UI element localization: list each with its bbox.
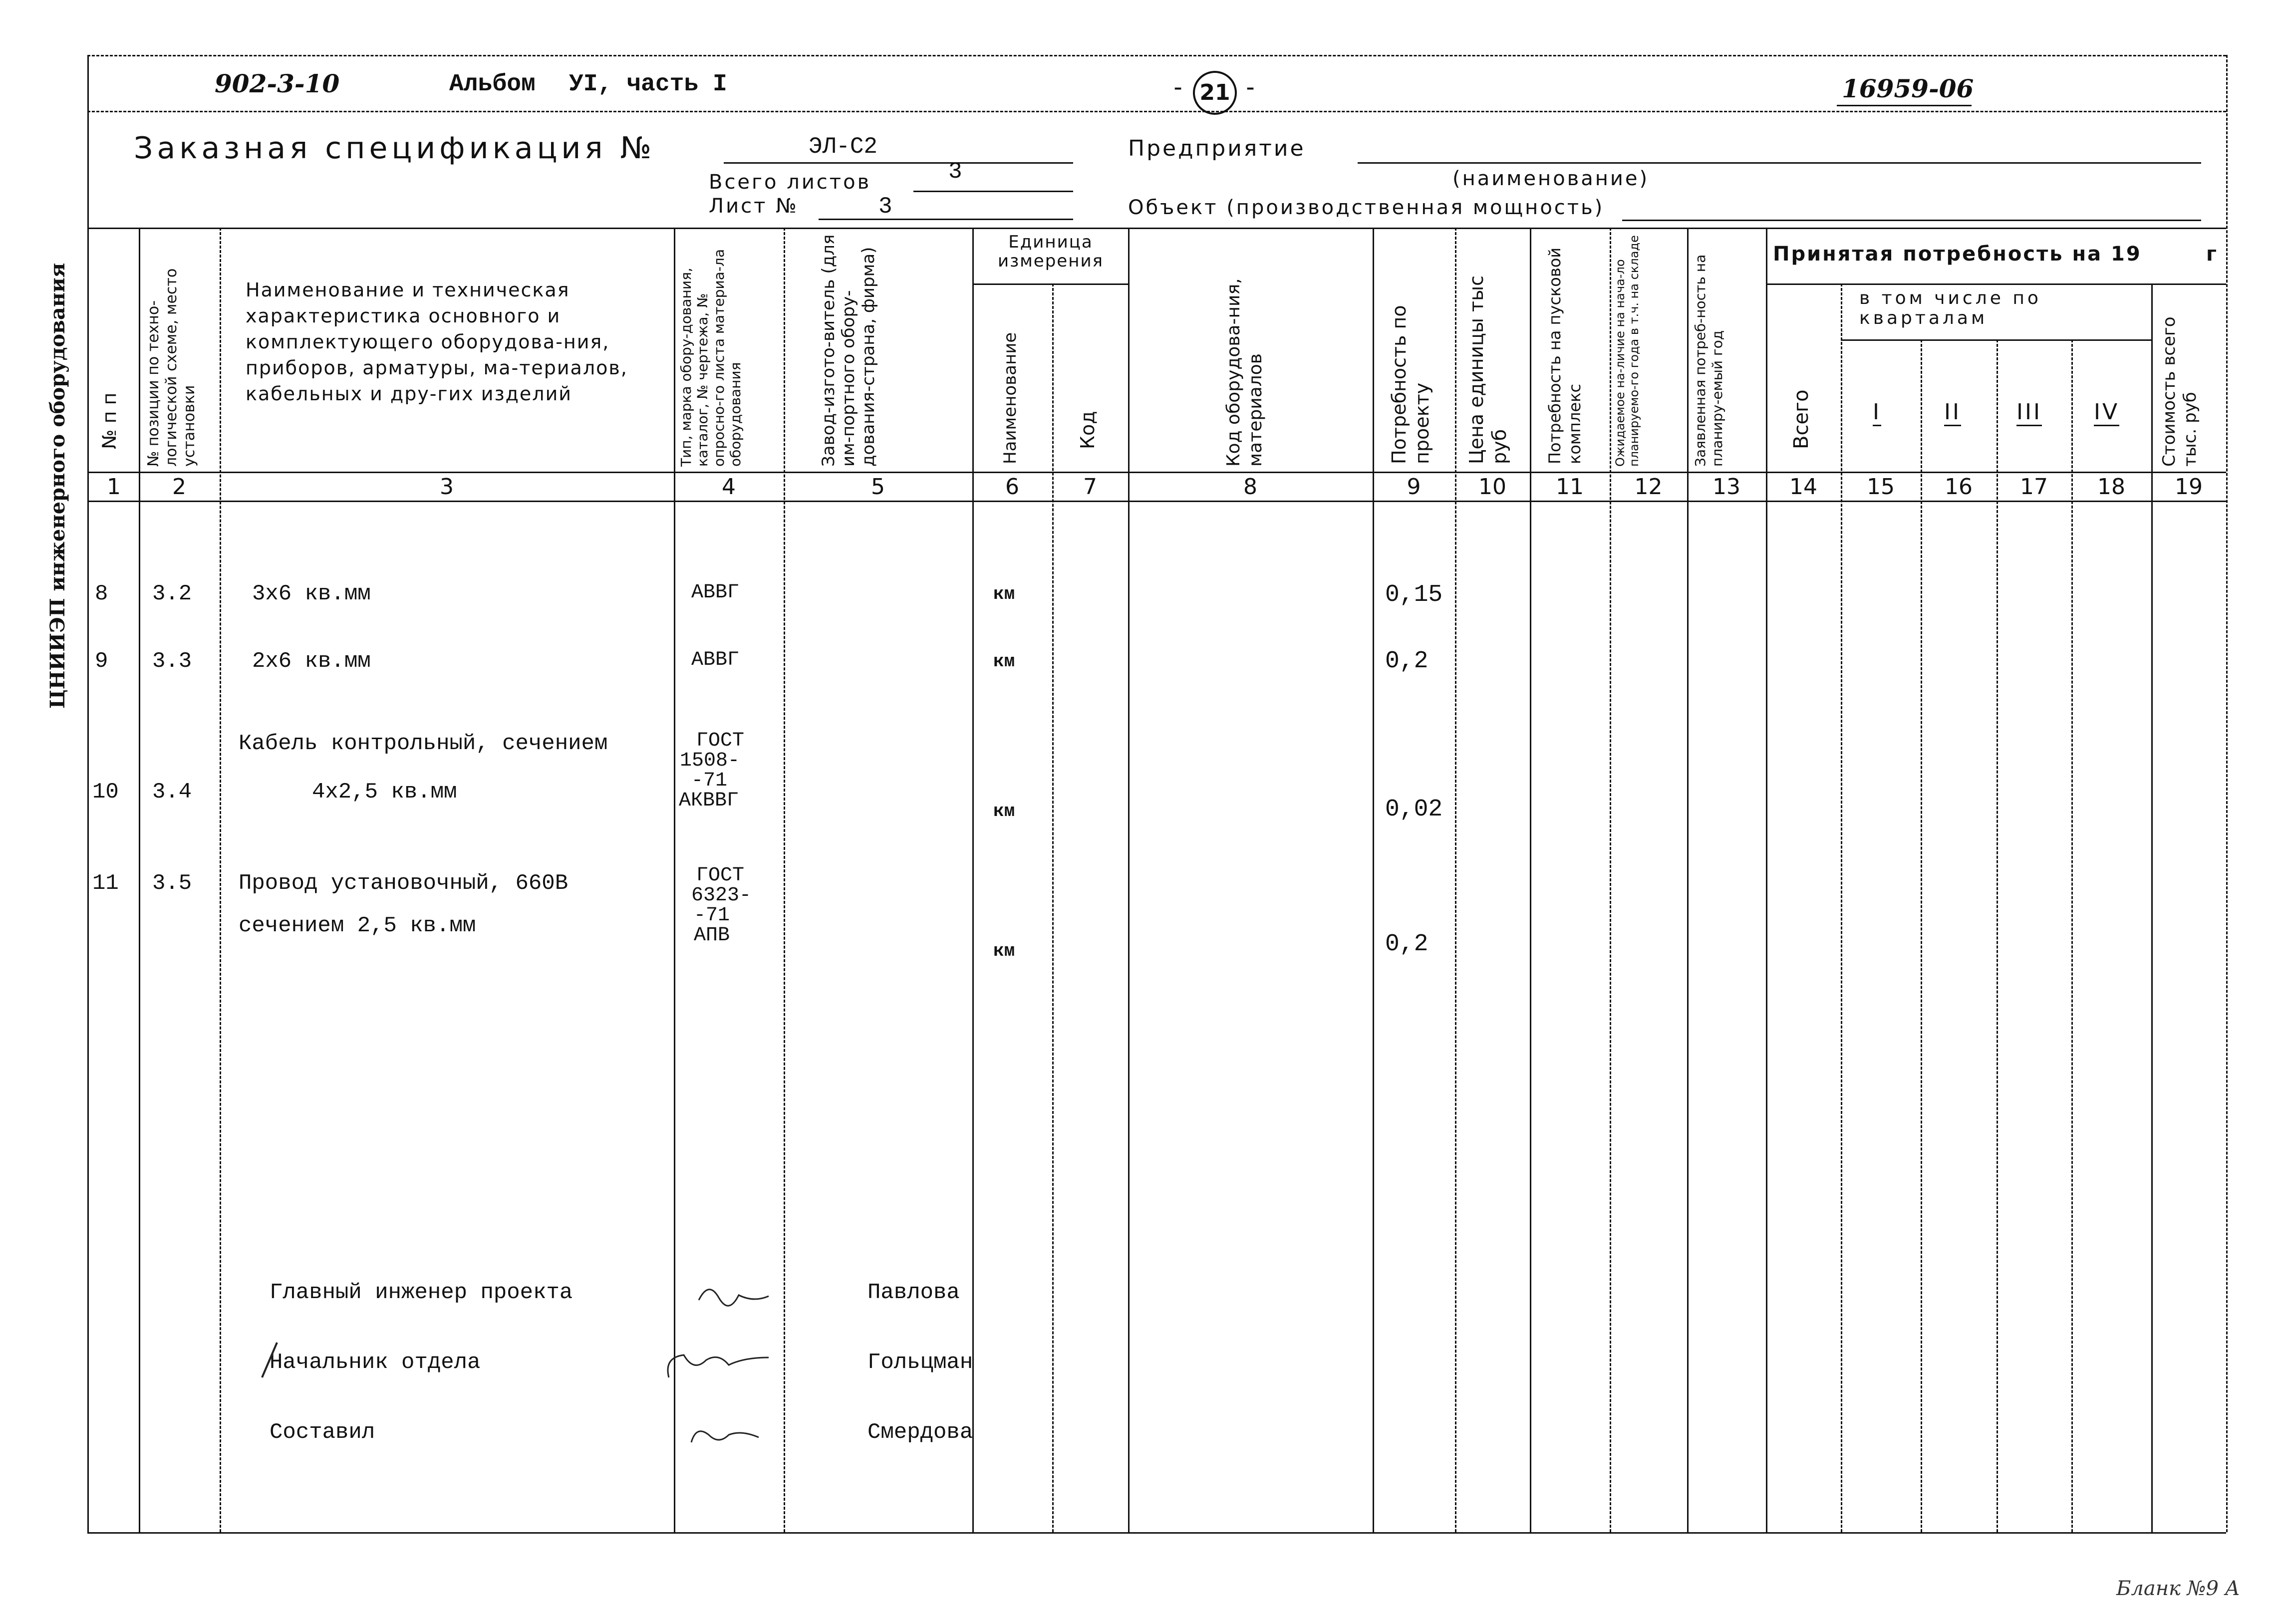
header-launch-need-text: Потребность на пусковой комплекс [1545, 247, 1584, 464]
header-unit-group-text: Единица измерения [997, 232, 1104, 271]
row-10-type-line-4: АКВВГ [679, 790, 739, 812]
col-number-11: 11 [1556, 474, 1584, 500]
col-number-4: 4 [722, 474, 736, 500]
col-number-12: 12 [1634, 474, 1663, 500]
signature-role-compiler: Составил [270, 1420, 375, 1445]
col-line-9 [1455, 228, 1456, 1532]
col-number-17: 17 [2020, 474, 2048, 500]
total-sheets-value: 3 [948, 159, 962, 185]
header-launch-need [1545, 235, 1585, 464]
sheet-label: Лист № [709, 195, 799, 218]
header-quarters-text: в том числе по кварталам [1859, 288, 2041, 328]
col-number-16: 16 [1945, 474, 1973, 500]
col-line-7 [1128, 228, 1130, 1532]
header-accepted-year: г [2206, 243, 2219, 266]
row-11-name-line-1: Провод установочный, 660В [239, 871, 569, 896]
col-line-11 [1610, 228, 1611, 1532]
header-manufacturer-text: Завод-изгото-витель (для им-портного обору-дования-страна, фирма) [819, 234, 878, 467]
header-name [246, 277, 660, 407]
col-number-13: 13 [1713, 474, 1740, 500]
stamp-divider [87, 111, 2226, 112]
row-8-type: АВВГ [691, 581, 740, 604]
header-project-need-text: Потребность по проекту [1388, 305, 1433, 464]
row-8-qty: 0,15 [1385, 581, 1443, 608]
header-equipment-code [1223, 232, 1267, 467]
header-project-need [1388, 265, 1433, 464]
header-expected [1613, 232, 1641, 467]
col-number-3: 3 [440, 474, 454, 500]
header-accepted [1773, 243, 2142, 266]
header-total: Всего [1790, 389, 1813, 449]
header-bottom [87, 472, 2226, 473]
sheet-underline [819, 219, 1073, 220]
row-9-type: АВВГ [691, 649, 740, 671]
header-declared-text: Заявленная потреб-ность на планиру-емый год [1692, 254, 1725, 467]
row-9-qty: 0,2 [1385, 648, 1429, 675]
col-line-2 [220, 228, 221, 1532]
col-line-1 [139, 228, 140, 1532]
row-8-number: 8 [95, 581, 108, 606]
col-number-1: 1 [107, 474, 121, 500]
album-label: Альбом [449, 71, 536, 98]
row-10-type-line-1: ГОСТ [696, 730, 745, 752]
header-type [678, 232, 744, 467]
signature-name-chief-engineer: Павлова [867, 1280, 960, 1305]
quarters-divider [1841, 339, 2151, 341]
signature-scribble-3 [684, 1415, 784, 1455]
col-number-15: 15 [1867, 474, 1895, 500]
header-cost [2159, 277, 2201, 467]
col-number-2: 2 [172, 474, 186, 500]
header-q4: IV [2094, 399, 2119, 426]
header-quarters [1859, 288, 2139, 328]
header-type-text: Тип, марка обору-дования, каталог, № чертежа, № опросно-го листа материа-ла оборудования [678, 249, 744, 467]
row-10-name-line-1: Кабель контрольный, сечением [239, 731, 608, 756]
corner-note: Бланк №9 А [2116, 1577, 2240, 1600]
header-unit-code: Код [1077, 411, 1099, 449]
header-accepted-text: Принятая потребность на 19 [1773, 243, 2142, 266]
project-number: 902-3-10 [215, 69, 340, 98]
frame-bottom [87, 1532, 2226, 1534]
col-line-10 [1530, 228, 1531, 1532]
object-underline [1622, 220, 2201, 221]
name-hint: (наименование) [1452, 167, 1650, 190]
row-9-name: 2х6 кв.мм [252, 649, 371, 674]
object-label: Объект (производственная мощность) [1128, 196, 1605, 219]
col-line-6 [1052, 283, 1054, 1532]
row-11-number: 11 [92, 871, 119, 896]
accepted-divider [1766, 283, 2226, 285]
row-11-type-line-3: -71 [694, 904, 730, 927]
row-10-number: 10 [92, 780, 119, 805]
header-unit-group [978, 233, 1123, 271]
page-dash-right: - [1243, 72, 1258, 101]
spec-title-label: Заказная спецификация № [134, 131, 655, 166]
header-cost-text: Стоимость всего тыс. руб [2159, 316, 2200, 467]
col-number-8: 8 [1243, 474, 1257, 500]
col-line-5 [972, 228, 974, 1532]
row-8-name: 3х6 кв.мм [252, 581, 371, 606]
header-expected-text: Ожидаемое на-личие на нача-ло планируемо-го года в т.ч. на складе [1613, 235, 1641, 467]
col-line-3 [674, 228, 675, 1532]
col-number-5: 5 [871, 474, 885, 500]
header-name-text: Наименование и техническая характеристика основного и комплектующего оборудова-ния, приборов, арматуры, ма-териалов, кабельных и дру-гих изделий [246, 279, 628, 405]
row-8-position: 3.2 [152, 581, 192, 606]
row-8-unit: км [993, 584, 1015, 604]
row-10-type-line-2: 1508- [680, 750, 740, 772]
header-unit-price-text: Цена единицы тыс руб [1465, 275, 1510, 464]
total-sheets-label: Всего листов [709, 171, 871, 194]
signature-role-chief-engineer: Главный инженер проекта [270, 1280, 573, 1305]
document-number-underline [1837, 105, 1972, 106]
header-equipment-code-text: Код оборудова-ния, материалов [1223, 278, 1266, 467]
col-line-8 [1373, 228, 1374, 1532]
col-number-19: 19 [2175, 474, 2203, 500]
row-10-unit: км [993, 801, 1015, 821]
col-line-17 [2071, 339, 2073, 1532]
col-number-6: 6 [1005, 474, 1019, 500]
album-value: УI, часть I [569, 71, 727, 98]
row-11-unit: км [993, 941, 1015, 961]
row-10-position: 3.4 [152, 780, 192, 805]
col-line-16 [1997, 339, 1998, 1532]
row-11-type-line-2: 6323- [691, 884, 752, 907]
col-number-7: 7 [1083, 474, 1097, 500]
spec-number: ЭЛ-С2 [809, 134, 878, 160]
header-row-number: № п п [98, 392, 120, 449]
row-11-type-line-1: ГОСТ [696, 864, 745, 887]
col-number-14: 14 [1789, 474, 1817, 500]
header-manufacturer [819, 232, 878, 467]
sheet-value: 3 [878, 194, 892, 220]
header-declared [1692, 232, 1726, 467]
frame-right [2226, 55, 2228, 1532]
signature-role-department-head: Начальник отдела [270, 1350, 481, 1375]
side-institute-label: ЦНИИЭП инженерного оборудования [46, 263, 69, 709]
row-11-name-line-2: сечением 2,5 кв.мм [239, 913, 476, 938]
header-q3: III [2016, 399, 2042, 426]
row-11-type-line-4: АПВ [694, 924, 730, 947]
col-line-12 [1687, 228, 1689, 1532]
signature-name-compiler: Смердова [867, 1420, 973, 1445]
spec-number-underline [724, 162, 1073, 164]
header-unit-name: Наименование [1000, 332, 1020, 464]
row-10-type-line-3: -71 [691, 770, 728, 792]
page-number: 21 [1193, 71, 1237, 115]
row-9-unit: км [993, 651, 1015, 672]
col-number-18: 18 [2097, 474, 2125, 500]
header-q2: II [1944, 399, 1961, 426]
document-number: 16959-06 [1842, 74, 1974, 103]
header-position-text: № позиции по техно-логической схеме, место установки [145, 268, 198, 467]
col-number-9: 9 [1407, 474, 1421, 500]
pen-stroke-mark [255, 1338, 285, 1382]
row-9-number: 9 [95, 649, 108, 674]
signature-name-department-head: Гольцман [867, 1350, 973, 1375]
header-unit-price [1465, 265, 1511, 464]
enterprise-underline [1358, 162, 2201, 164]
header-position [145, 232, 199, 467]
row-10-name-line-2: 4х2,5 кв.мм [312, 780, 457, 805]
unit-group-divider [972, 283, 1128, 285]
header-q1: I [1873, 399, 1881, 426]
frame-top [87, 55, 2226, 56]
numbers-bottom [87, 501, 2226, 502]
signature-scribble-2 [659, 1343, 789, 1387]
col-number-10: 10 [1478, 474, 1506, 500]
page-dash-left: - [1170, 72, 1186, 101]
col-line-4 [784, 228, 785, 1532]
col-line-14 [1841, 283, 1842, 1532]
row-11-position: 3.5 [152, 871, 192, 896]
col-line-13 [1766, 228, 1767, 1532]
row-10-qty: 0,02 [1385, 796, 1443, 823]
total-sheets-underline [913, 191, 1073, 192]
table-top [87, 228, 2226, 229]
enterprise-label: Предприятие [1128, 136, 1306, 161]
col-line-15 [1921, 339, 1922, 1532]
col-line-18 [2151, 283, 2153, 1532]
frame-left [87, 55, 89, 1532]
row-9-position: 3.3 [152, 649, 192, 674]
row-11-qty: 0,2 [1385, 931, 1429, 958]
signature-scribble-1 [694, 1275, 794, 1315]
